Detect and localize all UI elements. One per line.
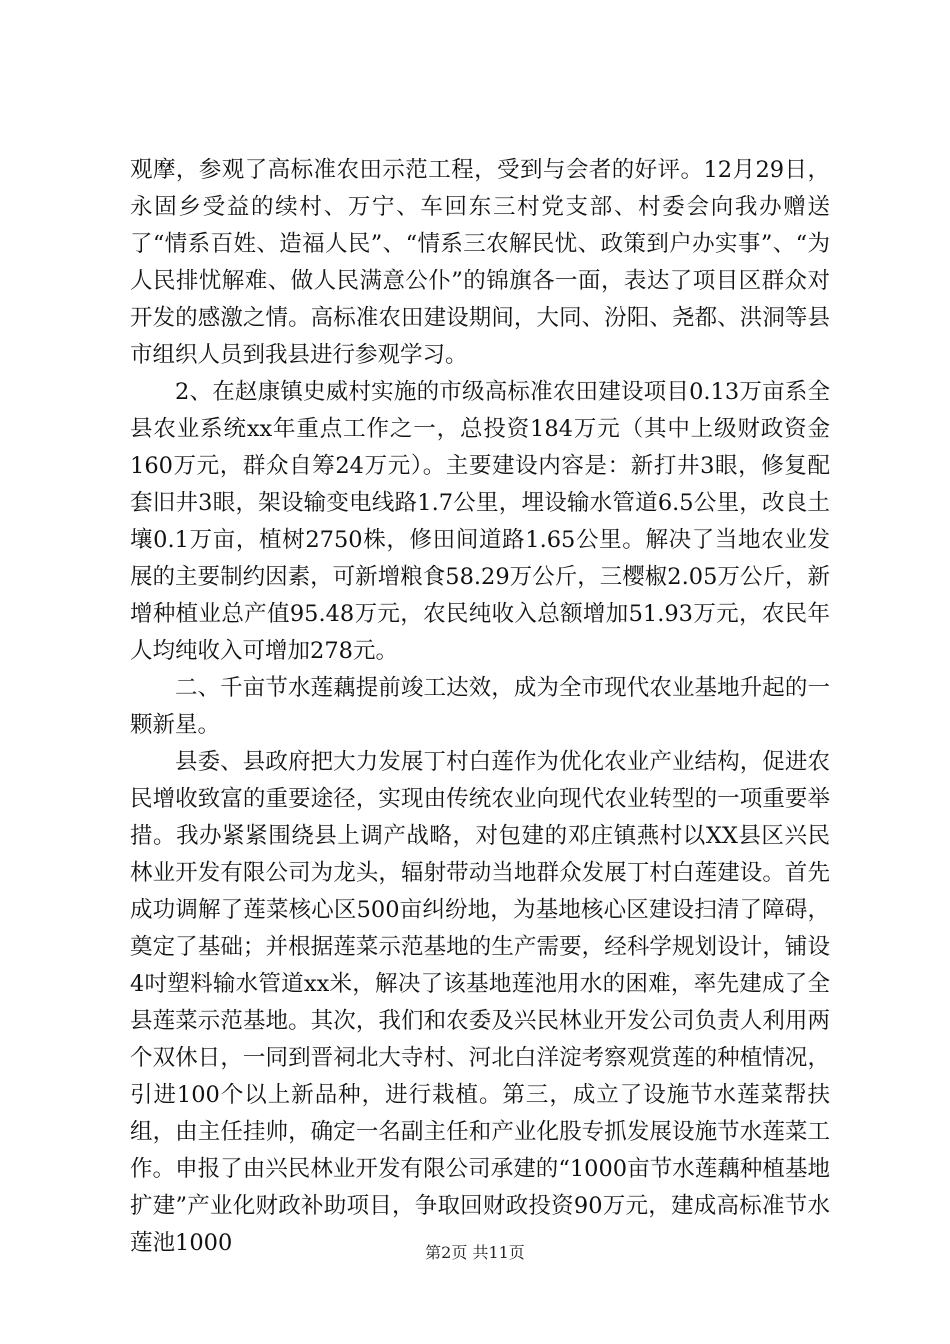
page-footer: 第2页 共11页: [425, 1243, 525, 1262]
paragraph-3-heading: 二、千亩节水莲藕提前竣工达效，成为全市现代农业基地升起的一颗新星。: [130, 675, 830, 738]
paragraph-4: 县委、县政府把大力发展丁村白莲作为优化农业产业结构，促进农民增收致富的重要途径，实现由传统农业向现代农业转型的一项重要举措。我办紧紧围绕县上调产战略，对包建的邓庄镇燕村以XX县区兴民林业开发有限公司为龙头，辐射带动当地群众发展丁村白莲建设。首先成功调解了莲菜核心区500亩纠纷地，为基地核心区建设扫清了障碍，奠定了基础；并根据莲菜示范基地的生产需要，经科学规划设计，铺设4吋塑料输水管道xx米，解决了该基地莲池用水的困难，率先建成了全县莲菜示范基地。其次，我们和农委及兴民林业开发公司负责人利用两个双休日，一同到晋祠北大寺村、河北白洋淀考察观赏莲的种植情况，引进100个以上新品种，进行栽植。第三，成立了设施节水莲菜帮扶组，由主任挂帅，确定一名副主任和产业化股专抓发展设施节水莲菜工作。申报了由兴民林业开发有限公司承建的“1000亩节水莲藕种植基地扩建”产业化财政补助项目，争取回财政投资90万元，建成高标准节水莲池1000: [130, 749, 830, 1256]
paragraph-2: 2、在赵康镇史威村实施的市级高标准农田建设项目0.13万亩系全县农业系统xx年重点工作之一，总投资184万元（其中上级财政资金160万元，群众自筹24万元）。主要建设内容是：新打井3眼，修复配套旧井3眼，架设输变电线路1.7公里，埋设输水管道6.5公里，改良土壤0.1万亩，植树2750株，修田间道路1.65公里。解决了当地农业发展的主要制约因素，可新增粮食58.29万公斤，三樱椒2.05万公斤，新增种植业总产值95.48万元，农民纯收入总额增加51.93万元，农民年人均纯收入可增加278元。: [130, 379, 830, 664]
paragraph-1: 观摩，参观了高标准农田示范工程，受到与会者的好评。12月29日，永固乡受益的续村、万宁、车回东三村党支部、村委会向我办赠送了“情系百姓、造福人民”、“情系三农解民忧、政策到户办实事”、“为人民排忧解难、做人民满意公仆”的锦旗各一面，表达了项目区群众对开发的感激之情。高标准农田建设期间，大同、汾阳、尧都、洪洞等县市组织人员到我县进行参观学习。: [130, 157, 830, 368]
document-body: [130, 152, 830, 1262]
